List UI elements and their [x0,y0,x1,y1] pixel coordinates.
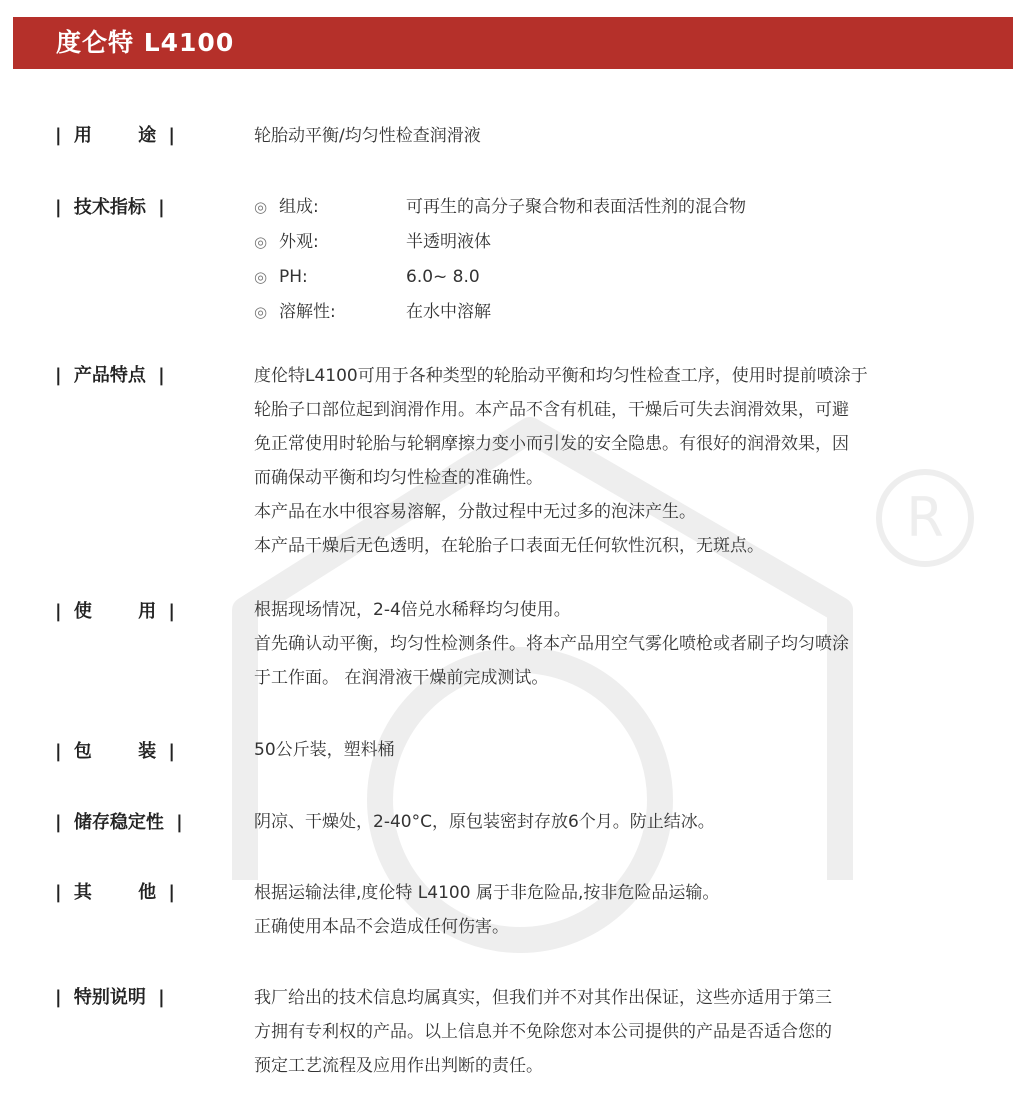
spec-row: ◎ 溶解性: 在水中溶解 [254,295,974,330]
bullet-icon: ◎ [254,303,268,321]
label-packaging: | 包 装 | [55,741,175,762]
label-other: | 其 他 | [55,882,175,903]
storage-text: 阴凉、干燥处，2-40°C，原包装密封存放6个月。防止结冰。 [254,812,715,832]
bullet-icon: ◎ [254,233,268,251]
spec-row: ◎ 组成: 可再生的高分子聚合物和表面活性剂的混合物 [254,190,974,225]
other-text: 根据运输法律,度伦特 L4100 属于非危险品,按非危险品运输。 正确使用本品不会造成任何伤害。 [254,883,720,937]
title-banner [13,17,1013,69]
features-text: 度伦特L4100可用于各种类型的轮胎动平衡和均匀性检查工序，使用时提前喷涂于 轮胎子口部位起到润滑作用。本产品不含有机硅，干燥后可失去润滑效果，可避 免正常使用时轮胎与轮辋摩擦力变小而引发的安全隐患。有很好的润滑效果，因 而确保动平衡和均匀性检查的准确性。 本产品在水中很容易溶解，分散过程中无过多的泡沫产生。 本产品干燥后无色透明，在轮胎子口表面无任何软性沉积，无斑点。 [254,366,868,556]
label-use: | 使 用 | [55,601,175,622]
bullet-icon: ◎ [254,268,268,286]
label-storage: | 储存稳定性 | [55,812,183,833]
label-specs: | 技术指标 | [55,197,165,218]
bullet-icon: ◎ [254,198,268,216]
label-features: | 产品特点 | [55,365,165,386]
packaging-text: 50公斤装，塑料桶 [254,740,395,760]
disclaimer-text: 我厂给出的技术信息均属真实，但我们并不对其作出保证，这些亦适用于第三 方拥有专利权的产品。以上信息并不免除您对本公司提供的产品是否适合您的 预定工艺流程及应用作出判断的责任。 [254,988,832,1076]
page-title: 度仑特 L4100 [56,28,235,57]
spec-row: ◎ PH: 6.0~ 8.0 [254,260,974,295]
spec-row: ◎ 外观: 半透明液体 [254,225,974,260]
label-disclaimer: | 特别说明 | [55,987,165,1008]
registered-mark-letter: R [906,486,944,549]
use-text: 根据现场情况，2-4倍兑水稀释均匀使用。 首先确认动平衡，均匀性检测条件。将本产品用空气雾化喷枪或者刷子均匀喷涂 于工作面。 在润滑液干燥前完成测试。 [254,600,849,688]
specs-list [254,190,974,330]
usage-text: 轮胎动平衡/均匀性检查润滑液 [254,126,481,146]
label-usage: | 用 途 | [55,125,175,146]
